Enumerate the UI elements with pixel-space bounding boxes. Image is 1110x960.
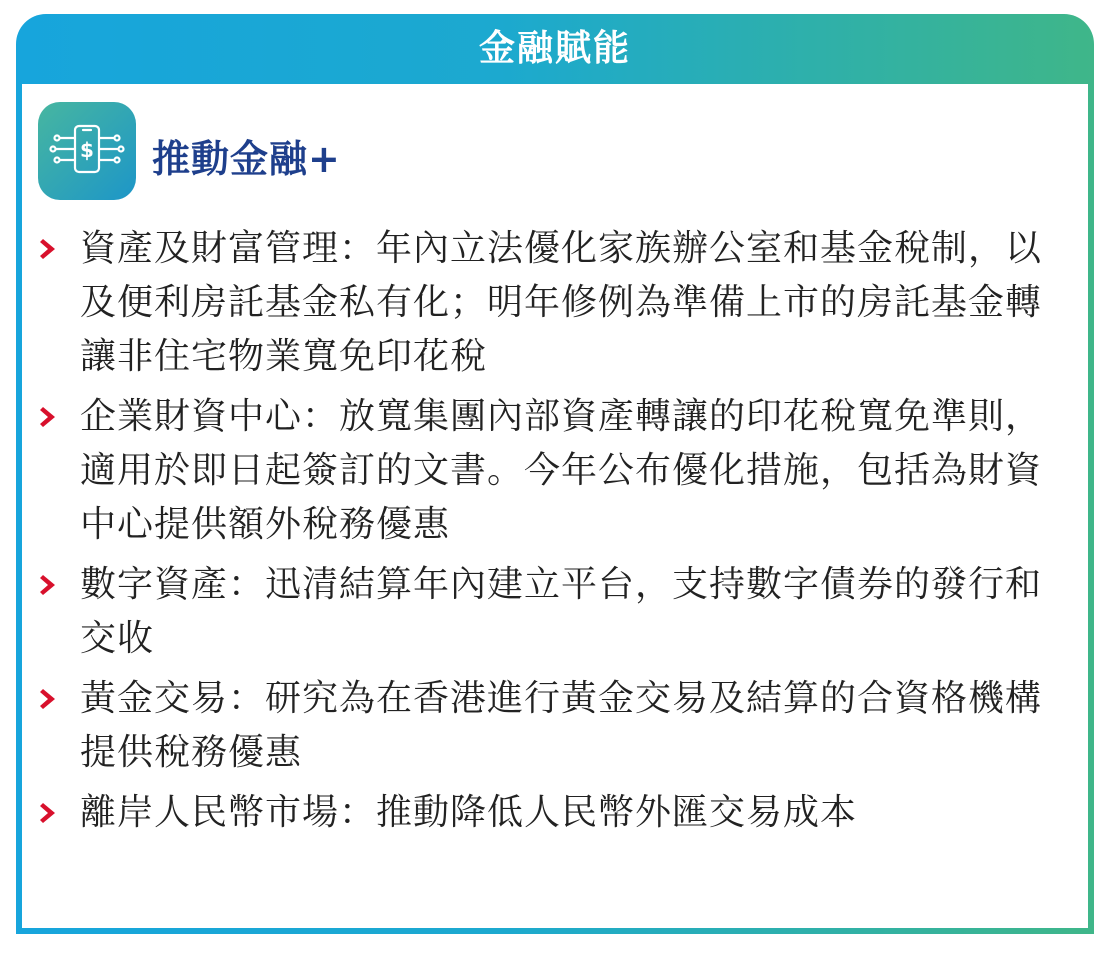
chevron-right-icon: [38, 801, 60, 825]
bullet-text: 數字資產：迅清結算年內建立平台，支持數字債券的發行和交收: [80, 564, 1043, 659]
chevron-right-icon: [38, 687, 60, 711]
section-title: 推動金融+: [152, 137, 341, 181]
fintech-app-icon: [38, 102, 136, 200]
list-item: [32, 558, 1072, 666]
policy-bullet-list: [32, 222, 1072, 846]
list-item: [32, 390, 1072, 552]
bullet-text: 黃金交易：研究為在香港進行黃金交易及結算的合資格機構提供稅務優惠: [80, 678, 1043, 773]
bullet-text: 離岸人民幣市場：推動降低人民幣外匯交易成本: [80, 792, 858, 833]
list-item: [32, 672, 1072, 780]
chevron-right-icon: [38, 237, 60, 261]
svg-text:$: $: [80, 138, 94, 162]
card-header-title: 金融賦能: [478, 28, 631, 69]
bullet-text: 資產及財富管理：年內立法優化家族辦公室和基金稅制，以及便利房託基金私有化；明年修例為準備上市的房託基金轉讓非住宅物業寬免印花稅: [80, 228, 1043, 377]
chevron-right-icon: [38, 405, 60, 429]
list-item: [32, 222, 1072, 384]
bullet-text: 企業財資中心：放寬集團內部資產轉讓的印花稅寬免準則，適用於即日起簽訂的文書。今年公布優化措施，包括為財資中心提供額外稅務優惠: [80, 396, 1043, 545]
list-item: [32, 786, 1072, 840]
chevron-right-icon: [38, 573, 60, 597]
